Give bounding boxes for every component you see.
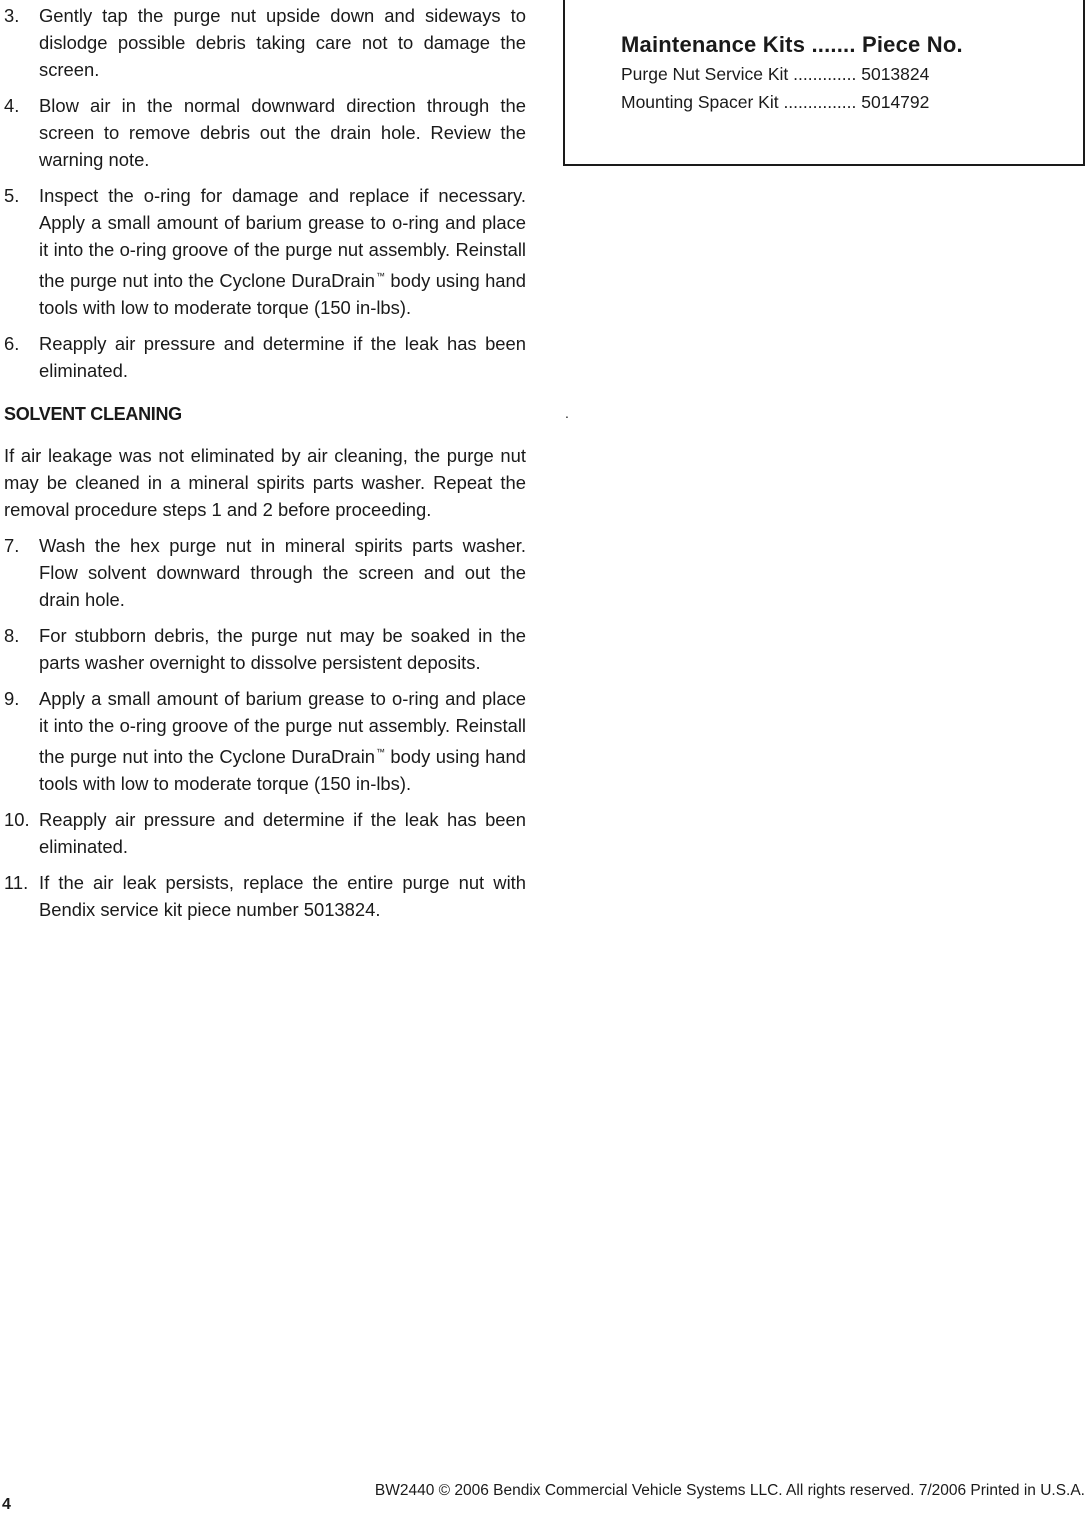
- step-9: [4, 685, 526, 797]
- instructions-column: [4, 2, 526, 932]
- step-5: [4, 182, 526, 321]
- step-text-part: body using hand tools with low to moderate torque (150 in-lbs).: [39, 746, 526, 794]
- step-3: [4, 2, 526, 83]
- step-text: Wash the hex purge nut in mineral spirits parts washer. Flow solvent downward through the screen and out the drain hole.: [39, 535, 526, 610]
- step-10: [4, 806, 526, 860]
- maintenance-kits-title: Maintenance Kits ....... Piece No.: [621, 32, 963, 57]
- step-text-part: body using hand tools with low to moderate torque (150 in-lbs).: [39, 270, 526, 318]
- step-8: [4, 622, 526, 676]
- step-number: 10.: [4, 809, 30, 830]
- step-number: 4.: [4, 95, 20, 116]
- kit-row-purge-nut: Purge Nut Service Kit ............. 5013824: [621, 64, 930, 84]
- step-text: If the air leak persists, replace the entire purge nut with Bendix service kit piece number 5013824.: [39, 872, 526, 920]
- step-7: [4, 532, 526, 613]
- step-text: [39, 685, 526, 797]
- step-text-part: Inspect the o-ring for damage and replace if necessary. Apply a small amount of barium grease to o-ring and place it into the o-ring groove of the purge nut assembly. Reinstall the purge nut into the Cyclone DuraDrain: [39, 185, 526, 291]
- step-number: 6.: [4, 333, 20, 354]
- maintenance-kits-box: [563, 0, 1085, 166]
- step-11: [4, 869, 526, 923]
- step-text: [39, 182, 526, 321]
- step-number: 11.: [4, 872, 29, 893]
- step-number: 7.: [4, 535, 20, 556]
- solvent-cleaning-heading: SOLVENT CLEANING: [4, 404, 182, 424]
- step-text: Reapply air pressure and determine if the leak has been eliminated.: [39, 809, 526, 857]
- trademark-symbol: ™: [376, 747, 386, 757]
- step-number: 3.: [4, 5, 20, 26]
- page-number: 4: [2, 1496, 11, 1513]
- step-text-part: Apply a small amount of barium grease to o-ring and place it into the o-ring groove of the purge nut assembly. Reinstall the purge nut into the Cyclone DuraDrain: [39, 688, 526, 767]
- step-6: [4, 330, 526, 384]
- trademark-symbol: ™: [376, 271, 386, 281]
- step-text: For stubborn debris, the purge nut may be soaked in the parts washer overnight to dissolve persistent deposits.: [39, 625, 526, 673]
- step-text: Gently tap the purge nut upside down and sideways to dislodge possible debris taking care not to damage the screen.: [39, 5, 526, 80]
- step-number: 5.: [4, 185, 20, 206]
- step-text: Reapply air pressure and determine if the leak has been eliminated.: [39, 333, 526, 381]
- step-text: Blow air in the normal downward direction through the screen to remove debris out the drain hole. Review the warning note.: [39, 95, 526, 170]
- solvent-intro-paragraph: If air leakage was not eliminated by air cleaning, the purge nut may be cleaned in a mineral spirits parts washer. Repeat the removal procedure steps 1 and 2 before proceeding.: [4, 445, 526, 520]
- step-4: [4, 92, 526, 173]
- stray-period: .: [565, 405, 569, 421]
- step-number: 8.: [4, 625, 20, 646]
- footer-copyright: BW2440 © 2006 Bendix Commercial Vehicle Systems LLC. All rights reserved. 7/2006 Printed in U.S.A.: [374, 1482, 1085, 1499]
- step-number: 9.: [4, 688, 20, 709]
- kit-row-mounting-spacer: Mounting Spacer Kit ............... 5014792: [621, 92, 930, 112]
